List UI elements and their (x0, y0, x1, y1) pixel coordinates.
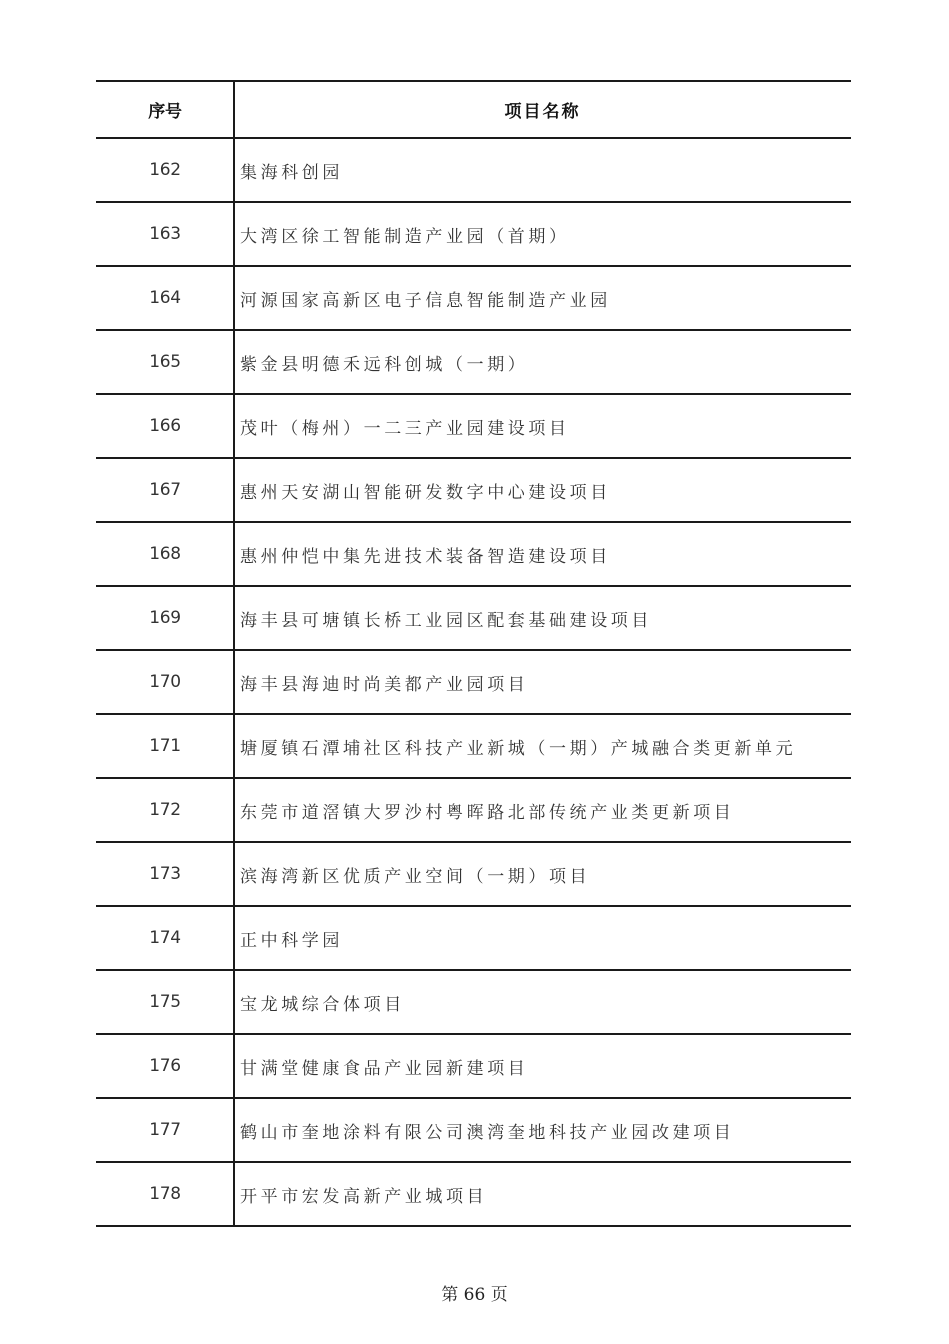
row-number: 167 (149, 480, 181, 500)
row-number: 169 (149, 608, 181, 628)
project-name: 东莞市道滘镇大罗沙村粤晖路北部传统产业类更新项目 (240, 802, 735, 823)
table-header (96, 80, 851, 138)
table-row (96, 778, 851, 842)
project-name: 海丰县可塘镇长桥工业园区配套基础建设项目 (240, 610, 652, 631)
project-name: 大湾区徐工智能制造产业园（首期） (240, 226, 570, 247)
row-number: 168 (149, 544, 181, 564)
project-name: 紫金县明德禾远科创城（一期） (240, 354, 529, 375)
table-row (96, 650, 851, 714)
row-number: 176 (149, 1056, 181, 1076)
table-row (96, 266, 851, 330)
project-name: 甘满堂健康食品产业园新建项目 (240, 1058, 529, 1079)
header-name: 项目名称 (504, 101, 581, 122)
table-row (96, 138, 851, 202)
project-name: 海丰县海迪时尚美都产业园项目 (240, 674, 529, 695)
project-name: 鹤山市奎地涂料有限公司澳湾奎地科技产业园改建项目 (240, 1122, 735, 1143)
table-row (96, 842, 851, 906)
project-name: 集海科创园 (240, 162, 343, 183)
table-row (96, 522, 851, 586)
project-name: 茂叶（梅州）一二三产业园建设项目 (240, 418, 570, 439)
row-number: 174 (149, 928, 181, 948)
project-name: 宝龙城综合体项目 (240, 994, 405, 1015)
table-row (96, 1162, 851, 1226)
project-name: 惠州仲恺中集先进技术装备智造建设项目 (240, 546, 611, 567)
project-name: 惠州天安湖山智能研发数字中心建设项目 (240, 482, 611, 503)
project-name: 开平市宏发高新产业城项目 (240, 1186, 488, 1207)
table-row (96, 1098, 851, 1162)
table-row (96, 1034, 851, 1098)
table-row (96, 970, 851, 1034)
project-name: 正中科学园 (240, 930, 343, 951)
row-number: 178 (149, 1184, 181, 1204)
row-number: 175 (149, 992, 181, 1012)
table-row (96, 586, 851, 650)
project-name: 河源国家高新区电子信息智能制造产业园 (240, 290, 611, 311)
row-number: 163 (149, 224, 181, 244)
header-number: 序号 (148, 101, 182, 122)
table-row (96, 714, 851, 778)
row-number: 162 (149, 160, 181, 180)
row-number: 171 (149, 736, 181, 756)
table-row (96, 906, 851, 970)
row-number: 170 (149, 672, 181, 692)
table-row (96, 458, 851, 522)
table-row (96, 330, 851, 394)
row-number: 164 (149, 288, 181, 308)
row-divider (96, 1225, 851, 1227)
page-number: 第 66 页 (441, 1285, 508, 1305)
row-number: 165 (149, 352, 181, 372)
row-number: 166 (149, 416, 181, 436)
project-name: 塘厦镇石潭埔社区科技产业新城（一期）产城融合类更新单元 (240, 738, 797, 759)
row-number: 173 (149, 864, 181, 884)
table-row (96, 394, 851, 458)
row-number: 172 (149, 800, 181, 820)
table-row (96, 202, 851, 266)
row-number: 177 (149, 1120, 181, 1140)
project-name: 滨海湾新区优质产业空间（一期）项目 (240, 866, 591, 887)
row-divider (96, 80, 851, 82)
